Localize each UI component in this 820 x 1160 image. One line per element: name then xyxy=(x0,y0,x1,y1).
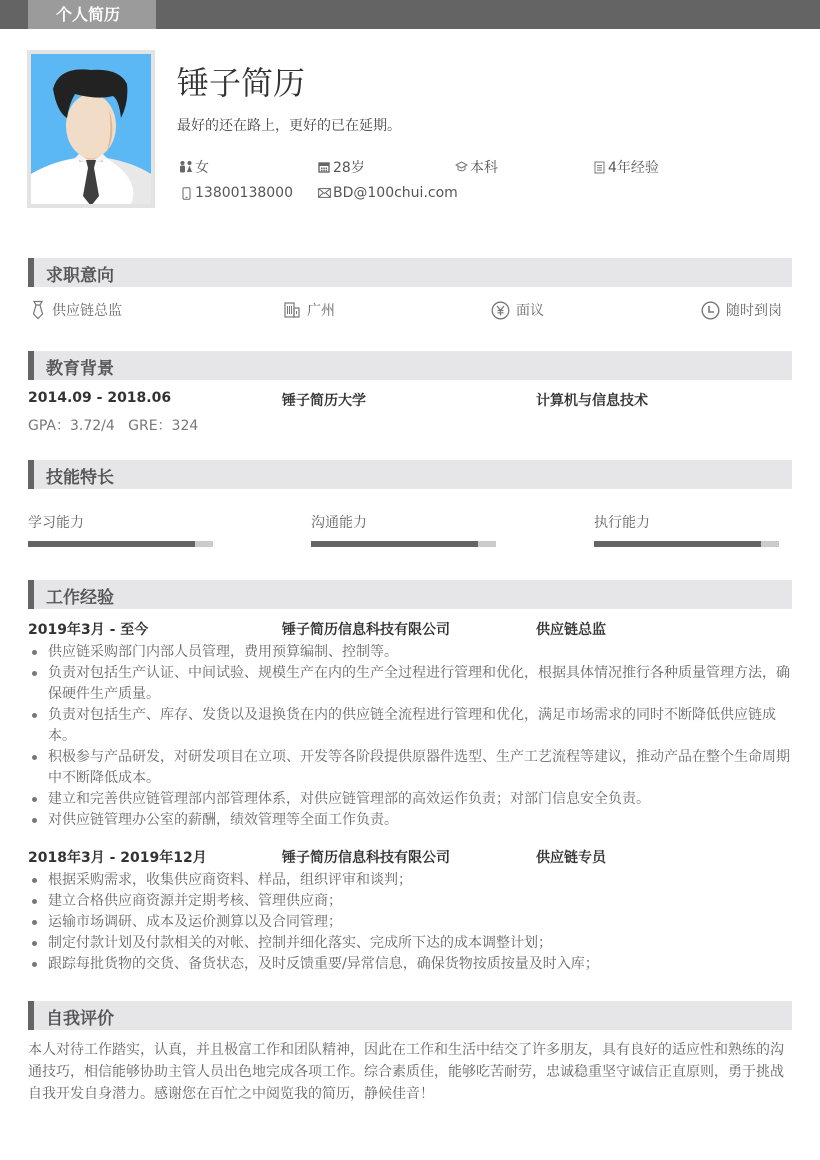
experience-item xyxy=(592,157,659,177)
degree-item xyxy=(454,157,498,177)
skill-bar-fill xyxy=(28,541,195,547)
duty-item: 制定付款计划及付款相关的对帐、控制并细化落实、完成所下达的成本调整计划； xyxy=(28,933,792,954)
calendar-icon xyxy=(317,160,331,174)
duty-item: 供应链采购部门内部人员管理，费用预算编制、控制等。 xyxy=(28,642,792,663)
experience-value: 4年经验 xyxy=(608,160,659,176)
education-school: 锤子简历大学 xyxy=(282,393,366,409)
intent-availability xyxy=(701,300,782,320)
contact-info-row xyxy=(179,185,779,205)
gender-item xyxy=(179,157,209,177)
duty-item: 运输市场调研、成本及运价测算以及合同管理； xyxy=(28,912,792,933)
email-value[interactable]: BD@100chui.com xyxy=(333,185,458,201)
intent-salary xyxy=(491,300,544,320)
section-title: 自我评价 xyxy=(46,1009,114,1029)
job-duties-list xyxy=(28,870,792,975)
skill-bar-fill xyxy=(594,541,761,547)
duty-item: 对供应链管理办公室的薪酬，绩效管理等全面工作负责。 xyxy=(28,810,792,831)
section-title: 工作经验 xyxy=(46,588,114,608)
tie-icon xyxy=(30,300,46,320)
skill-bar xyxy=(594,541,779,547)
job-period: 2018年3月 - 2019年12月 xyxy=(28,850,207,866)
duty-item: 建立和完善供应链管理部内部管理体系，对供应链管理部的高效运作负责；对部门信息安全负责。 xyxy=(28,789,792,810)
job-duties-list xyxy=(28,642,792,831)
duty-item: 建立合格供应商资源并定期考核、管理供应商； xyxy=(28,891,792,912)
mobile-phone-icon xyxy=(179,186,193,200)
age-value: 28岁 xyxy=(333,160,365,176)
envelope-icon xyxy=(317,186,331,200)
gender-icon xyxy=(179,160,193,174)
skill-bar xyxy=(28,541,213,547)
education-scores: GPA：3.72/4 GRE：324 xyxy=(28,418,199,434)
duty-item: 负责对包括生产、库存、发货以及退换货在内的供应链全流程进行管理和优化，满足市场需求的同时不断降低供应链成本。 xyxy=(28,705,792,747)
section-work xyxy=(28,580,792,609)
avatar-illustration-icon xyxy=(31,54,151,204)
candidate-name: 锤子简历 xyxy=(177,64,306,102)
top-bar xyxy=(0,0,820,29)
section-title: 教育背景 xyxy=(46,359,114,379)
duty-item: 跟踪每批货物的交货、备货状态，及时反馈重要/异常信息，确保货物按质按量及时入库； xyxy=(28,954,792,975)
skill-label: 学习能力 xyxy=(28,515,84,531)
education-major: 计算机与信息技术 xyxy=(536,393,648,409)
job-company: 锤子简历信息科技有限公司 xyxy=(282,622,450,638)
intent-city-value: 广州 xyxy=(307,303,335,319)
avatar-photo xyxy=(27,50,155,208)
building-icon xyxy=(283,301,301,319)
motto: 最好的还在路上，更好的已在延期。 xyxy=(177,118,401,134)
degree-value: 本科 xyxy=(470,160,498,176)
resume-tab: 个人简历 xyxy=(28,0,156,29)
age-item xyxy=(317,157,365,177)
intent-position xyxy=(30,300,122,320)
section-education xyxy=(28,351,792,380)
job-title: 供应链总监 xyxy=(536,622,606,638)
duty-item: 负责对包括生产认证、中间试验、规模生产在内的生产全过程进行管理和优化，根据具体情况推行各种质量管理方法，确保硬件生产质量。 xyxy=(28,663,792,705)
education-period: 2014.09 - 2018.06 xyxy=(28,390,172,406)
clock-icon xyxy=(701,301,720,320)
duty-item: 积极参与产品研发，对研发项目在立项、开发等各阶段提供原器件选型、生产工艺流程等建议，推动产品在整个生命周期中不断降低成本。 xyxy=(28,747,792,789)
skill-label: 沟通能力 xyxy=(311,515,367,531)
intent-availability-value: 随时到岗 xyxy=(726,303,782,319)
email-item xyxy=(317,185,458,201)
skill-bar xyxy=(311,541,496,547)
section-self-evaluation xyxy=(28,1001,792,1030)
section-skills xyxy=(28,460,792,489)
duty-item: 根据采购需求，收集供应商资料、样品，组织评审和谈判； xyxy=(28,870,792,891)
intent-position-value: 供应链总监 xyxy=(52,303,122,319)
job-company: 锤子简历信息科技有限公司 xyxy=(282,850,450,866)
phone-value[interactable]: 13800138000 xyxy=(195,185,293,201)
intent-salary-value: 面议 xyxy=(516,303,544,319)
section-title: 技能特长 xyxy=(46,468,114,488)
graduation-cap-icon xyxy=(454,160,468,174)
skill-bar-fill xyxy=(311,541,478,547)
gender-value: 女 xyxy=(195,160,209,176)
basic-info-row xyxy=(179,157,779,177)
job-period: 2019年3月 - 至今 xyxy=(28,622,149,638)
self-evaluation-text: 本人对待工作踏实，认真，并且极富工作和团队精神，因此在工作和生活中结交了许多朋友，具有良好的适应性和熟练的沟通技巧，相信能够协助主管人员出色地完成各项工作。综合素质佳，能够吃苦耐劳，忠诚稳重坚守诚信正直原则，勇于挑战自我开发自身潜力。感谢您在百忙之中阅览我的简历，静候佳音！ xyxy=(28,1042,784,1102)
section-title: 求职意向 xyxy=(46,266,114,286)
intent-city xyxy=(283,300,335,320)
job-title: 供应链专员 xyxy=(536,850,606,866)
yuan-icon xyxy=(491,301,510,320)
section-job-intent xyxy=(28,258,792,287)
skill-label: 执行能力 xyxy=(594,515,650,531)
document-icon xyxy=(592,160,606,174)
phone-item xyxy=(179,185,293,201)
